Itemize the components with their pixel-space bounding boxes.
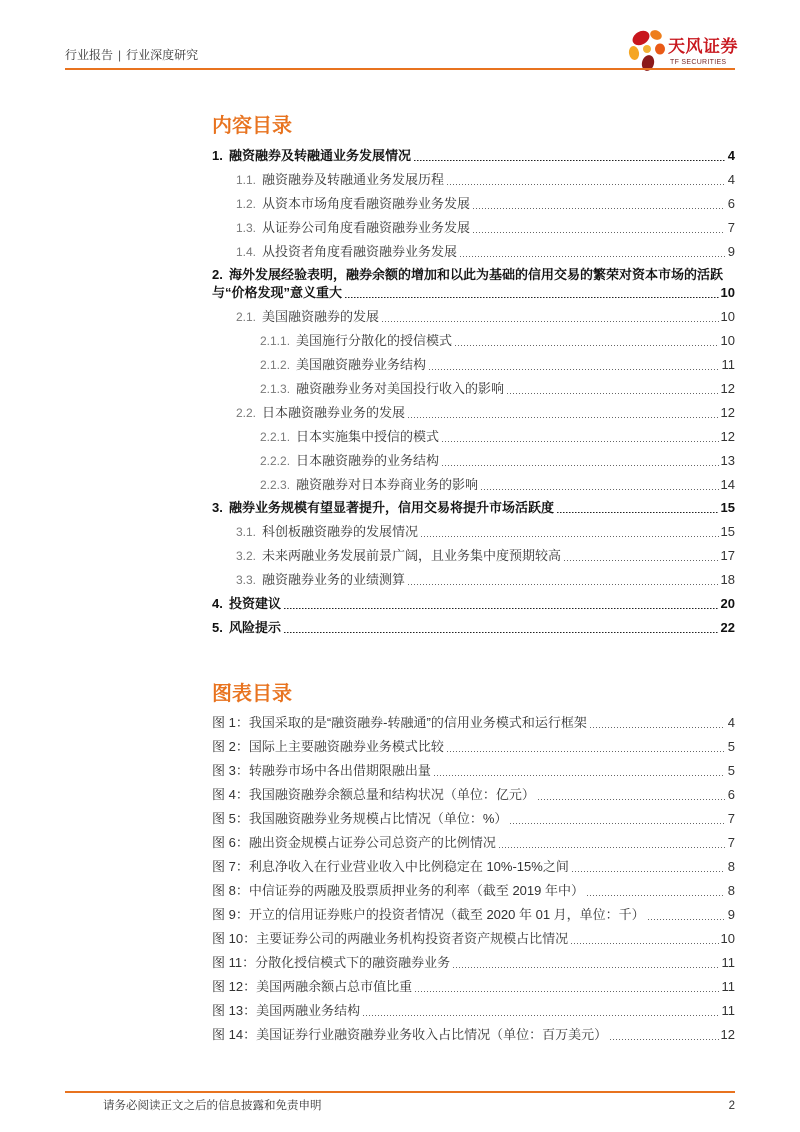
toc-entry-number: 4.: [212, 596, 223, 612]
figure-entry[interactable]: [212, 930, 735, 948]
toc-entry[interactable]: [212, 219, 735, 237]
figure-entry[interactable]: [212, 1002, 735, 1020]
toc-entry-title: 美国施行分散化的授信模式: [296, 333, 453, 349]
toc-entry-title: 融券业务规模有望显著提升，信用交易将提升市场活跃度: [229, 500, 555, 516]
toc-entry-number: 2.2.1.: [260, 429, 291, 444]
leader-dots: [414, 160, 725, 161]
report-type: 行业报告: [65, 48, 114, 62]
toc-entry-number: 1.3.: [236, 220, 257, 235]
toc-entry-title: 从证券公司角度看融资融券业务发展: [262, 219, 471, 235]
leader-dots: [429, 369, 719, 370]
toc-entry[interactable]: [212, 476, 735, 494]
toc-entry-title: 日本融资融券的业务结构: [296, 452, 440, 468]
leader-dots: [460, 256, 725, 257]
toc-entry-line: [212, 284, 735, 302]
brand-name-en: TF SECURITIES: [670, 59, 727, 66]
leader-dots: [455, 345, 719, 346]
toc-entry-title: 融资融券业务对美国投行收入的影响: [296, 381, 505, 397]
toc-entry-title: 融资融券及转融通业务发展情况: [229, 148, 412, 163]
figure-entry[interactable]: [212, 882, 735, 900]
figure-toc-title: 图表目录: [212, 683, 292, 705]
brand-name-cn: 天风证券: [668, 37, 738, 56]
leader-dots: [408, 417, 719, 418]
toc-entry[interactable]: [212, 452, 735, 470]
footer-divider: [65, 1091, 735, 1093]
toc-entry-page: 13: [720, 452, 735, 468]
figure-entry[interactable]: [212, 954, 735, 972]
leader-dots: [510, 823, 725, 824]
leader-dots: [415, 991, 719, 992]
toc-entry-number: 2.1.: [236, 310, 257, 325]
figure-entry-title: 图 6：融出资金规模占证券公司总资产的比例情况: [212, 835, 496, 850]
toc-entry-page: 4: [727, 171, 735, 187]
toc-entry[interactable]: [212, 332, 735, 350]
tf-securities-flower-logo-icon: [626, 27, 668, 73]
leader-dots: [481, 489, 719, 490]
leader-dots: [572, 871, 725, 872]
leader-dots: [434, 775, 725, 776]
toc-title: 内容目录: [212, 115, 292, 137]
figure-entry[interactable]: [212, 906, 735, 924]
toc-entry-page: 11: [721, 357, 735, 373]
leader-dots: [473, 232, 725, 233]
figure-entry[interactable]: [212, 714, 735, 732]
toc-entry-title: 未来两融业务发展前景广阔，且业务集中度预期较高: [262, 548, 562, 564]
leader-dots: [345, 297, 719, 298]
figure-entry-page: 8: [727, 859, 735, 874]
toc-entry-title: 投资建议: [229, 596, 282, 612]
toc-entry-number: 2.: [212, 267, 223, 283]
figure-entry[interactable]: [212, 1026, 735, 1044]
figure-entry-page: 10: [720, 931, 735, 946]
toc-entry-page: 12: [720, 404, 735, 420]
toc-entry[interactable]: [212, 243, 735, 261]
leader-dots: [447, 184, 725, 185]
figure-entry[interactable]: [212, 834, 735, 852]
toc-entry[interactable]: [212, 523, 735, 541]
toc-entry-page: 12: [720, 381, 735, 397]
toc-entry-title: 日本实施集中授信的模式: [296, 428, 440, 444]
toc-entry-number: 2.1.3.: [260, 382, 291, 397]
figure-entry-page: 9: [727, 907, 735, 922]
leader-dots: [284, 608, 719, 609]
toc-entry-page: 15: [720, 524, 735, 540]
leader-dots: [538, 799, 725, 800]
figure-entry-title: 图 13：美国两融业务结构: [212, 1003, 361, 1018]
toc-entry-number: 3.: [212, 500, 223, 516]
toc-entry-title: 美国融资融券的发展: [262, 309, 380, 325]
figure-entry-page: 12: [720, 1027, 735, 1042]
leader-dots: [447, 751, 725, 752]
toc-entry-title: 美国融资融券业务结构: [296, 357, 427, 373]
header-divider: [65, 68, 735, 70]
figure-entry-page: 5: [727, 763, 735, 778]
toc-entry[interactable]: [212, 571, 735, 589]
toc-entry-title: 风险提示: [229, 619, 282, 635]
toc-entry-title: 从投资者角度看融资融券业务发展: [262, 243, 458, 259]
toc-entry-page: 7: [727, 219, 735, 235]
toc-entry-page: 10: [720, 333, 735, 349]
leader-dots: [571, 943, 718, 944]
toc-entry[interactable]: [212, 195, 735, 213]
figure-entry-page: 4: [727, 715, 735, 730]
figure-entry-page: 6: [727, 787, 735, 802]
toc-entry-title: 从资本市场角度看融资融券业务发展: [262, 195, 471, 211]
figure-entry-title: 图 3：转融券市场中各出借期限融出量: [212, 763, 431, 778]
figure-entry-page: 5: [727, 739, 735, 754]
toc-entry[interactable]: [212, 404, 735, 422]
toc-entry[interactable]: [212, 171, 735, 189]
figure-entry[interactable]: [212, 810, 735, 828]
toc-entry[interactable]: [212, 595, 735, 613]
toc-entry-page: 18: [720, 572, 735, 588]
leader-dots: [421, 536, 719, 537]
figure-entry[interactable]: [212, 762, 735, 780]
leader-dots: [382, 321, 719, 322]
figure-entry-page: 7: [727, 835, 735, 850]
toc-entry-number: 2.2.3.: [260, 477, 291, 492]
leader-dots: [473, 208, 725, 209]
leader-dots: [499, 847, 725, 848]
toc-entry[interactable]: [212, 547, 735, 565]
header-separator: |: [118, 48, 122, 62]
toc-entry-title: 融资融券对日本券商业务的影响: [296, 476, 479, 492]
leader-dots: [557, 512, 719, 513]
leader-dots: [507, 393, 719, 394]
toc-entry-number: 5.: [212, 619, 223, 635]
leader-dots: [648, 919, 725, 920]
figure-entry-page: 8: [727, 883, 735, 898]
figure-entry-page: 11: [721, 955, 735, 970]
footer-disclaimer: 请务必阅读正文之后的信息披露和免责申明: [103, 1100, 322, 1112]
toc-entry[interactable]: [212, 266, 735, 302]
toc-entry[interactable]: [212, 308, 735, 326]
toc-entry-page: 14: [720, 476, 735, 492]
figure-entry-title: 图 12：美国两融余额占总市值比重: [212, 979, 413, 994]
figure-entry-title: 图 11：分散化授信模式下的融资融券业务: [212, 955, 451, 970]
figure-entry-title: 图 9：开立的信用证券账户的投资者情况（截至 2020 年 01 月，单位：千）: [212, 907, 645, 922]
toc-entry-number: 2.1.2.: [260, 358, 291, 373]
toc-entry-title: 融资融券及转融通业务发展历程: [262, 171, 445, 187]
figure-entry-title: 图 7：利息净收入在行业营业收入中比例稳定在 10%-15%之间: [212, 859, 569, 874]
leader-dots: [590, 727, 725, 728]
leader-dots: [284, 632, 719, 633]
page-number: 2: [728, 1100, 735, 1112]
leader-dots: [442, 441, 719, 442]
toc-entry-page: 10: [720, 285, 735, 301]
figure-entry-page: 11: [721, 979, 735, 994]
figure-entry[interactable]: [212, 978, 735, 996]
toc-entry[interactable]: [212, 619, 735, 637]
toc-entry-page: 9: [727, 243, 735, 259]
toc-entry-page: 20: [720, 596, 735, 612]
figure-entry[interactable]: [212, 858, 735, 876]
figure-entry-title: 图 5：我国融资融券业务规模占比情况（单位：%）: [212, 811, 508, 826]
figure-entry-title: 图 1：我国采取的是“融资融券-转融通”的信用业务模式和运行框架: [212, 715, 587, 730]
figure-entry[interactable]: [212, 738, 735, 756]
toc-entry-number: 2.2.: [236, 405, 257, 420]
toc-entry-number: 2.1.1.: [260, 334, 291, 349]
toc-list: [212, 147, 735, 643]
toc-entry-page: 12: [720, 428, 735, 444]
toc-entry-number: 3.1.: [236, 525, 257, 540]
toc-entry-title: 科创板融资融券的发展情况: [262, 524, 419, 540]
leader-dots: [363, 1015, 719, 1016]
leader-dots: [408, 584, 719, 585]
report-category: [65, 47, 198, 63]
toc-entry-page: 15: [720, 500, 735, 516]
toc-entry[interactable]: [212, 380, 735, 398]
toc-entry-number: 1.4.: [236, 244, 257, 259]
figure-entry-title: 图 8：中信证券的两融及股票质押业务的利率（截至 2019 年中）: [212, 883, 584, 898]
figure-entry-title: 图 14：美国证券行业融资融券业务收入占比情况（单位：百万美元）: [212, 1027, 608, 1042]
toc-entry-page: 22: [720, 619, 735, 635]
figure-entry[interactable]: [212, 786, 735, 804]
toc-entry-number: 3.2.: [236, 549, 257, 564]
leader-dots: [564, 560, 719, 561]
leader-dots: [610, 1039, 718, 1040]
toc-entry-page: 17: [720, 548, 735, 564]
toc-entry-title: 日本融资融券业务的发展: [262, 404, 406, 420]
toc-entry-line: [212, 266, 735, 284]
toc-entry[interactable]: [212, 499, 735, 517]
toc-entry-number: 1.2.: [236, 196, 257, 211]
figure-entry-title: 图 4：我国融资融券余额总量和结构状况（单位：亿元）: [212, 787, 535, 802]
figure-toc-list: [212, 714, 735, 1050]
figure-entry-page: 11: [721, 1003, 735, 1018]
toc-entry-title-continued: 与“价格发现”意义重大: [212, 285, 343, 301]
toc-entry-number: 1.: [212, 148, 223, 163]
toc-entry-page: 6: [727, 195, 735, 211]
figure-entry-title: 图 10：主要证券公司的两融业务机构投资者资产规模占比情况: [212, 931, 569, 946]
figure-entry-title: 图 2：国际上主要融资融券业务模式比较: [212, 739, 444, 754]
toc-entry-page: 4: [727, 148, 735, 163]
toc-entry-title: 融资融券业务的业绩测算: [262, 572, 406, 588]
leader-dots: [442, 465, 719, 466]
toc-entry-number: 2.2.2.: [260, 453, 291, 468]
report-subtype: 行业深度研究: [126, 48, 199, 62]
toc-entry[interactable]: [212, 147, 735, 165]
leader-dots: [587, 895, 725, 896]
toc-entry[interactable]: [212, 356, 735, 374]
toc-entry[interactable]: [212, 428, 735, 446]
toc-entry-title: 海外发展经验表明，融券余额的增加和以此为基础的信用交易的繁荣对资本市场的活跃: [229, 267, 724, 283]
leader-dots: [453, 967, 719, 968]
toc-entry-number: 3.3.: [236, 573, 257, 588]
figure-entry-page: 7: [727, 811, 735, 826]
toc-entry-number: 1.1.: [236, 172, 257, 187]
toc-entry-page: 10: [720, 309, 735, 325]
